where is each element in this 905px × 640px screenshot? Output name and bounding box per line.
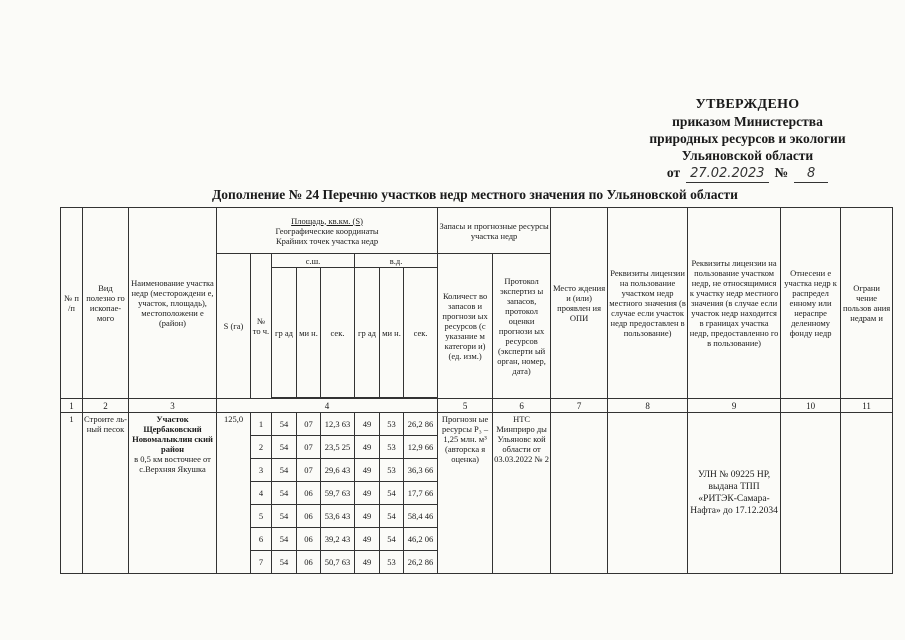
row-limitation — [841, 413, 893, 574]
header-area-coords — [217, 208, 438, 254]
point-lon-deg: 49 — [355, 459, 380, 482]
header-fund: Отнесени е участка недр к распредел енному или нераспре деленному фонду недр — [781, 208, 841, 399]
point-lon-sec: 12,9 66 — [404, 436, 438, 459]
row-num: 1 — [61, 413, 83, 574]
subsoil-table — [60, 207, 893, 574]
point-lat-min: 06 — [297, 482, 321, 505]
colnum-4: 4 — [217, 399, 438, 413]
point-lon-deg: 49 — [355, 482, 380, 505]
point-lon-sec: 58,4 46 — [404, 505, 438, 528]
colnum-1: 1 — [61, 399, 83, 413]
point-lat-sec: 12,3 63 — [321, 413, 355, 436]
point-n: 3 — [251, 459, 272, 482]
point-lon-min: 53 — [380, 413, 404, 436]
row-fund — [781, 413, 841, 574]
point-n: 1 — [251, 413, 272, 436]
point-lat-sec: 29,6 43 — [321, 459, 355, 482]
point-lat-deg: 54 — [272, 551, 297, 574]
colnum-7: 7 — [551, 399, 608, 413]
point-n: 6 — [251, 528, 272, 551]
point-lon-sec: 26,2 86 — [404, 551, 438, 574]
approval-line-2: природных ресурсов и экологии — [649, 131, 846, 146]
row-manifestation — [551, 413, 608, 574]
point-lat-sec: 53,6 43 — [321, 505, 355, 528]
point-lon-deg: 49 — [355, 413, 380, 436]
point-n: 7 — [251, 551, 272, 574]
colnum-8: 8 — [608, 399, 688, 413]
row-protocol: НТС Минприро ды Ульяновс кой области от 03.03.2022 № 2 — [493, 413, 551, 574]
colnum-11: 11 — [841, 399, 893, 413]
row-S: 125,0 — [217, 413, 251, 574]
point-lat-sec: 59,7 63 — [321, 482, 355, 505]
point-lat-sec: 50,7 63 — [321, 551, 355, 574]
site-name-bold: Участок Щербаковский Новомалыклин ский район — [132, 414, 213, 454]
table-row — [61, 413, 893, 436]
point-lat-deg: 54 — [272, 459, 297, 482]
approval-title: УТВЕРЖДЕНО — [695, 97, 800, 112]
point-lon-sec: 17,7 66 — [404, 482, 438, 505]
point-lat-deg: 54 — [272, 528, 297, 551]
colnum-10: 10 — [781, 399, 841, 413]
point-lat-deg: 54 — [272, 505, 297, 528]
approval-date-row — [610, 164, 885, 183]
header-limitation: Ограни чение пользов ания недрам и — [841, 208, 893, 399]
header-reserves: Запасы и прогнозные ресурсы участка недр — [438, 208, 551, 254]
header-lon-min: ми н. — [380, 268, 404, 398]
point-lon-deg: 49 — [355, 505, 380, 528]
header-lat-sec: сек. — [321, 268, 355, 398]
colnum-6: 6 — [493, 399, 551, 413]
colnum-5: 5 — [438, 399, 493, 413]
approval-date: 27.02.2023 — [686, 165, 768, 183]
point-lon-min: 54 — [380, 482, 404, 505]
approval-stamp — [610, 96, 885, 183]
approval-line-3: Ульяновской области — [681, 148, 814, 163]
colnum-3: 3 — [129, 399, 217, 413]
header-license-other: Реквизиты лицензии на пользование участком недр, не относящимися к участку недр местного значения (в случае если участок недр находится в границах участка недр, предоставленно го в пользование) — [688, 208, 781, 399]
header-lon-deg: гр ад — [355, 268, 380, 398]
row-mineral-type: Строите ль-ный песок — [83, 413, 129, 574]
point-lat-sec: 23,5 25 — [321, 436, 355, 459]
date-prefix: от — [666, 165, 681, 180]
row-license-other: УЛН № 09225 НР, выдана ТПП «РИТЭК-Самара-Нафта» до 17.12.2034 — [688, 413, 781, 574]
header-point: № то ч. — [251, 254, 272, 399]
point-lon-deg: 49 — [355, 436, 380, 459]
point-lon-min: 53 — [380, 459, 404, 482]
point-lat-min: 06 — [297, 528, 321, 551]
number-prefix: № — [774, 165, 789, 180]
header-lon: в.д. — [355, 254, 438, 268]
document-title: Дополнение № 24 Перечню участков недр местного значения по Ульяновской области — [212, 187, 738, 202]
point-lon-sec: 26,2 86 — [404, 413, 438, 436]
area-title-1: Площадь, кв.км. (S) — [291, 215, 363, 226]
header-num: № п /п — [61, 208, 83, 399]
header-mineral-type: Вид полезно го ископае-мого — [83, 208, 129, 399]
area-title-3: Крайних точек участка недр — [275, 235, 379, 246]
header-site-name: Наименование участка недр (месторождени е, участок, площадь), местоположени е (район) — [129, 208, 217, 399]
header-lat: с.ш. — [272, 254, 355, 268]
site-name-location: в 0,5 км восточнее от с.Верхняя Якушка — [134, 454, 211, 474]
column-number-row — [61, 399, 893, 413]
header-protocol: Протокол экспертиз ы запасов, протокол оценки прогнози ых ресурсов (эксперти ый орган, номер, дата) — [493, 254, 551, 399]
row-quantity: Прогнозн ые ресурсы P₃ – 1,25 млн. м³ (авторска я оценка) — [438, 413, 493, 574]
point-lat-min: 06 — [297, 505, 321, 528]
point-n: 2 — [251, 436, 272, 459]
row-license-local — [608, 413, 688, 574]
point-n: 5 — [251, 505, 272, 528]
colnum-2: 2 — [83, 399, 129, 413]
header-S: S (га) — [217, 254, 251, 399]
point-lon-deg: 49 — [355, 528, 380, 551]
point-lon-min: 54 — [380, 505, 404, 528]
colnum-9: 9 — [688, 399, 781, 413]
row-site-name — [129, 413, 217, 574]
header-manifestation: Место ждения и (или) проявлен ия ОПИ — [551, 208, 608, 399]
point-lon-sec: 36,3 66 — [404, 459, 438, 482]
point-n: 4 — [251, 482, 272, 505]
point-lon-min: 54 — [380, 528, 404, 551]
point-lat-deg: 54 — [272, 482, 297, 505]
point-lat-min: 07 — [297, 413, 321, 436]
point-lat-min: 07 — [297, 459, 321, 482]
point-lat-min: 06 — [297, 551, 321, 574]
point-lat-sec: 39,2 43 — [321, 528, 355, 551]
header-lat-deg: гр ад — [272, 268, 297, 398]
point-lon-min: 53 — [380, 436, 404, 459]
point-lon-sec: 46,2 06 — [404, 528, 438, 551]
point-lon-deg: 49 — [355, 551, 380, 574]
header-quantity: Количест во запасов и прогнози ых ресурсов (с указание м категори и) (ед. изм.) — [438, 254, 493, 399]
point-lat-deg: 54 — [272, 413, 297, 436]
header-lon-sec: сек. — [404, 268, 438, 398]
header-license-local: Реквизиты лицензии на пользование участком недр местного значения (в случае если участок недр предоставлен в пользование) — [608, 208, 688, 399]
approval-line-1: приказом Министерства — [672, 114, 823, 129]
point-lat-min: 07 — [297, 436, 321, 459]
approval-number: 8 — [794, 165, 828, 183]
area-title-2: Географические координаты — [275, 225, 379, 236]
point-lon-min: 53 — [380, 551, 404, 574]
header-lat-min: ми н. — [297, 268, 321, 398]
point-lat-deg: 54 — [272, 436, 297, 459]
